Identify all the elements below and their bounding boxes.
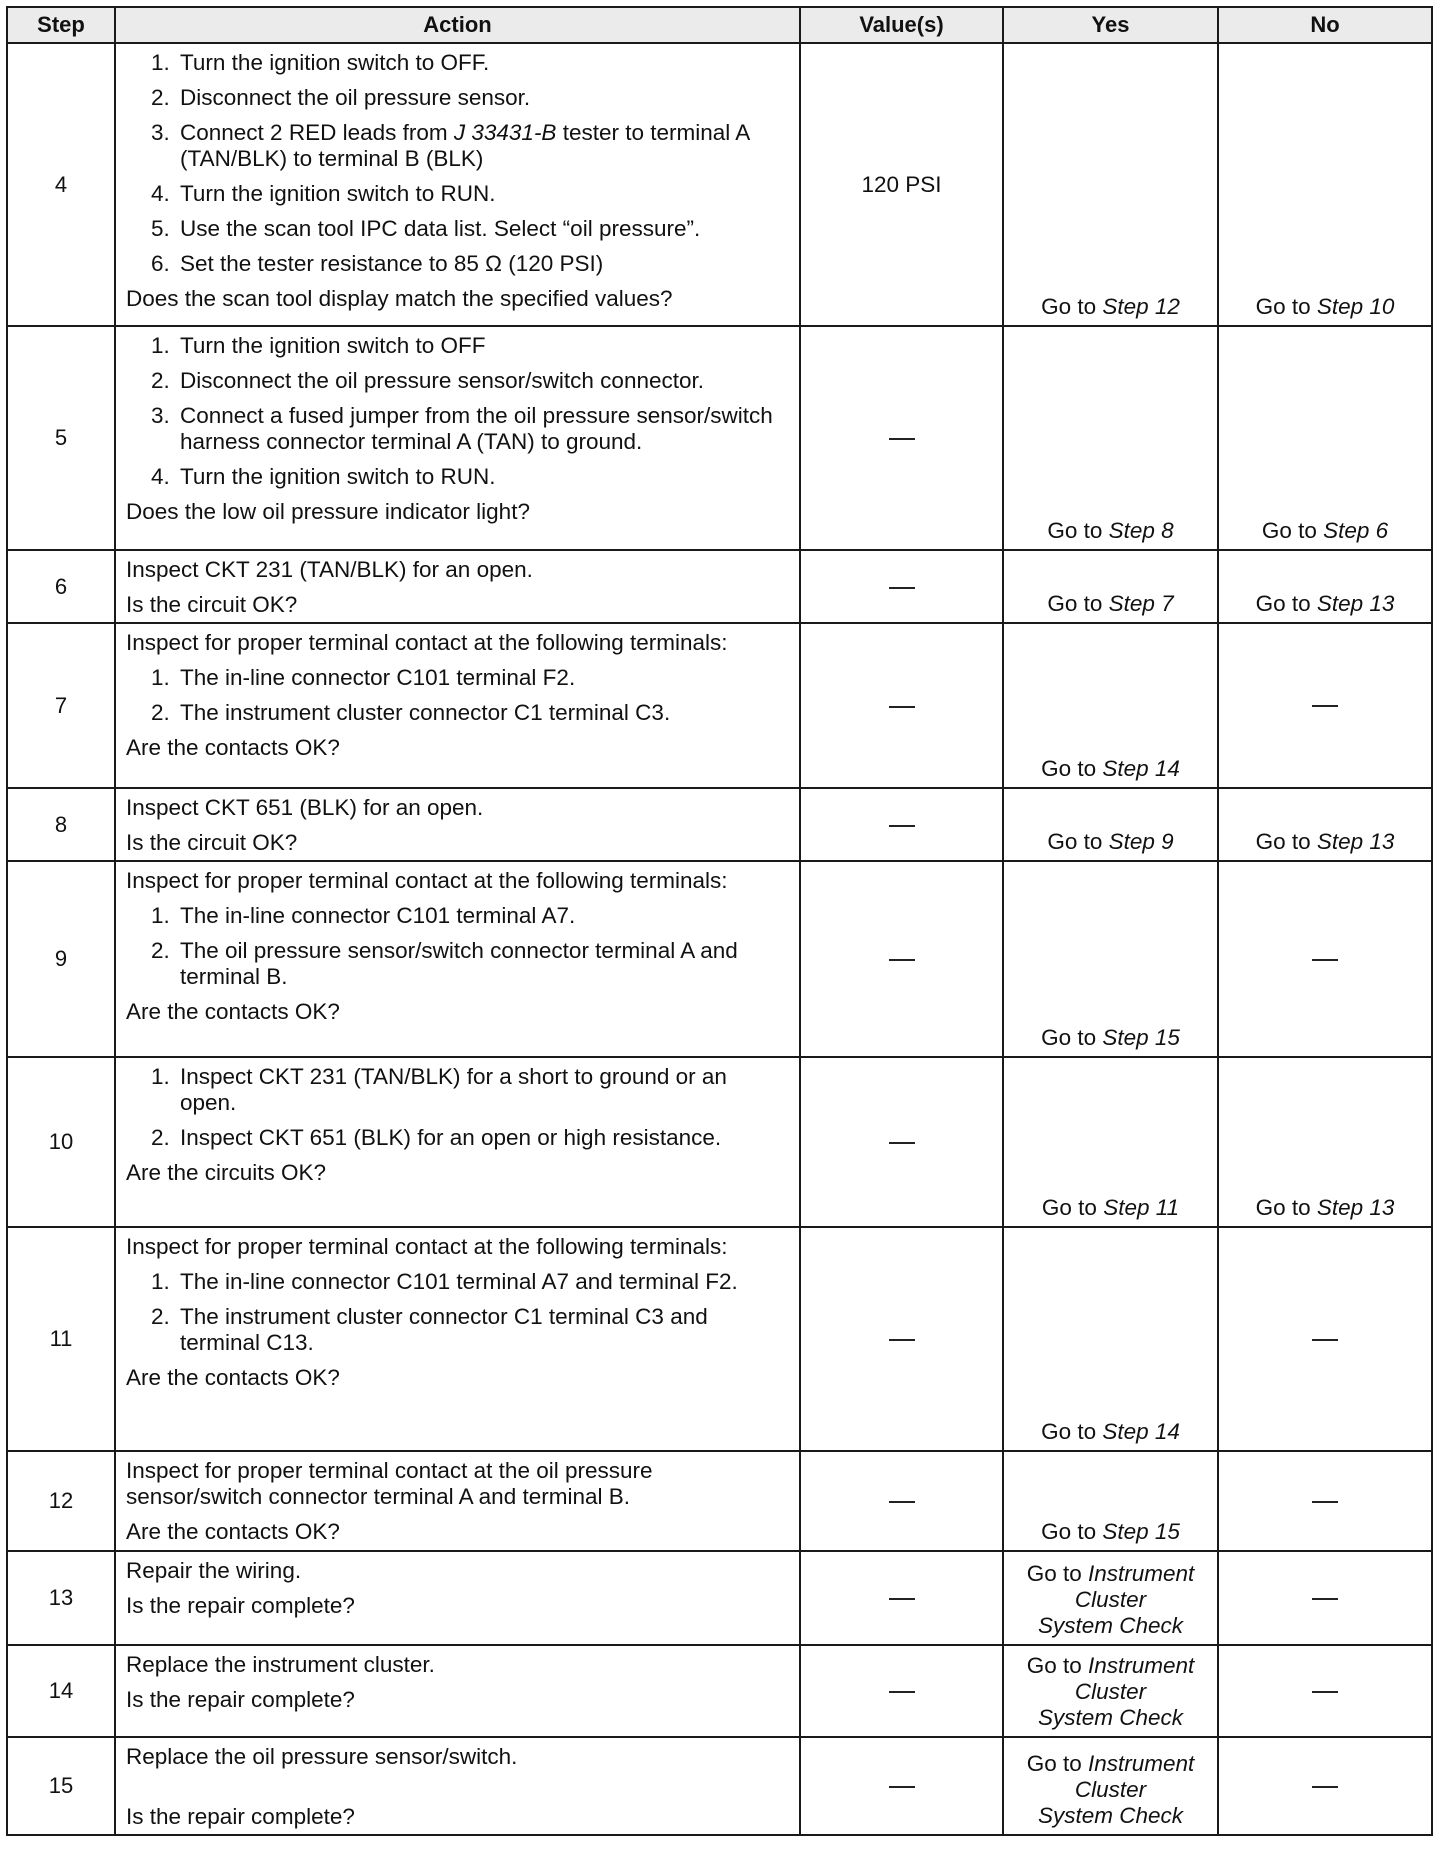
dash-mark: [1312, 1786, 1338, 1788]
no-cell: Go to Step 13: [1218, 550, 1432, 623]
action-question: Are the contacts OK?: [126, 1365, 340, 1390]
step-number: 12: [7, 1451, 115, 1551]
action-line: Replace the instrument cluster.: [126, 1652, 435, 1677]
action-step: 6. Set the tester resistance to 85 Ω (120 PSI): [176, 251, 789, 277]
table-row: [7, 1057, 1432, 1227]
table-row: [7, 1645, 1432, 1737]
action-step: 2. The instrument cluster connector C1 terminal C3 and terminal C13.: [176, 1304, 789, 1356]
action-question: Is the repair complete?: [126, 1593, 355, 1618]
value-cell: [800, 861, 1003, 1057]
header-row: [7, 7, 1432, 43]
table-row: [7, 43, 1432, 326]
dash-mark: [889, 587, 915, 589]
dash-mark: [889, 1786, 915, 1788]
dash-mark: [1312, 1339, 1338, 1341]
action-line: Inspect CKT 651 (BLK) for an open.: [126, 795, 484, 820]
action-step: 5. Use the scan tool IPC data list. Select “oil pressure”.: [176, 216, 789, 242]
action-question: Are the contacts OK?: [126, 999, 340, 1024]
yes-target: Step 11: [1103, 1195, 1180, 1220]
action-step: 1. Turn the ignition switch to OFF.: [176, 50, 789, 76]
step-number: 11: [7, 1227, 115, 1451]
action-cell: [115, 1737, 800, 1835]
yes-target: Step 8: [1108, 518, 1174, 543]
action-line: Inspect for proper terminal contact at the oil pressure sensor/switch connector terminal A and terminal B.: [126, 1458, 653, 1509]
yes-target: Step 12: [1102, 294, 1180, 319]
no-cell: Go to Step 13: [1218, 788, 1432, 861]
action-cell: [115, 1551, 800, 1645]
table-row: [7, 1227, 1432, 1451]
table-row: [7, 788, 1432, 861]
no-cell: [1218, 1551, 1432, 1645]
action-cell: [115, 1645, 800, 1737]
step-number: 13: [7, 1551, 115, 1645]
action-step: 2. Disconnect the oil pressure sensor/switch connector.: [176, 368, 789, 394]
dash-mark: [889, 1598, 915, 1600]
no-cell: [1218, 861, 1432, 1057]
action-cell: [115, 550, 800, 623]
no-target: Step 13: [1316, 829, 1395, 854]
header-yes: Yes: [1003, 7, 1218, 43]
yes-target: Step 14: [1102, 756, 1180, 781]
value-cell: [800, 1551, 1003, 1645]
action-question: Is the circuit OK?: [126, 592, 298, 617]
value-cell: [800, 326, 1003, 550]
action-question: Are the contacts OK?: [126, 1519, 340, 1544]
step-number: 9: [7, 861, 115, 1057]
action-line: Inspect for proper terminal contact at the following terminals:: [126, 630, 728, 655]
action-step: 2. The oil pressure sensor/switch connector terminal A and terminal B.: [176, 938, 789, 990]
yes-cell: Go to Step 9: [1003, 788, 1218, 861]
dash-mark: [1312, 1598, 1338, 1600]
no-target: Step 13: [1316, 591, 1395, 616]
yes-cell: Go to Step 12: [1003, 43, 1218, 326]
step-number: 4: [7, 43, 115, 326]
yes-cell: Go to Instrument Cluster System Check: [1003, 1645, 1218, 1737]
no-cell: Go to Step 10: [1218, 43, 1432, 326]
dash-mark: [1312, 959, 1338, 961]
no-target: Step 6: [1323, 518, 1389, 543]
yes-cell: Go to Instrument Cluster System Check: [1003, 1737, 1218, 1835]
step-number: 10: [7, 1057, 115, 1227]
no-cell: [1218, 1737, 1432, 1835]
action-line: Inspect CKT 231 (TAN/BLK) for an open.: [126, 557, 533, 582]
step-number: 7: [7, 623, 115, 788]
step-number: 5: [7, 326, 115, 550]
dash-mark: [889, 1691, 915, 1693]
header-values: Value(s): [800, 7, 1003, 43]
yes-cell: Go to Step 15: [1003, 861, 1218, 1057]
step-number: 14: [7, 1645, 115, 1737]
yes-cell: Go to Instrument Cluster System Check: [1003, 1551, 1218, 1645]
action-cell: [115, 1227, 800, 1451]
no-cell: Go to Step 13: [1218, 1057, 1432, 1227]
action-step: 1. The in-line connector C101 terminal A7 and terminal F2.: [176, 1269, 789, 1295]
dash-mark: [889, 825, 915, 827]
table-row: [7, 1451, 1432, 1551]
header-step: Step: [7, 7, 115, 43]
diagnostic-table: [6, 6, 1433, 1836]
no-cell: [1218, 1645, 1432, 1737]
action-step: 1. The in-line connector C101 terminal A7.: [176, 903, 789, 929]
dash-mark: [889, 1339, 915, 1341]
action-question: Is the circuit OK?: [126, 830, 298, 855]
table-row: [7, 550, 1432, 623]
yes-target: Step 15: [1102, 1519, 1180, 1544]
action-question: Does the low oil pressure indicator light?: [126, 499, 530, 524]
dash-mark: [1312, 1691, 1338, 1693]
table-row: [7, 1737, 1432, 1835]
action-question: Is the repair complete?: [126, 1687, 355, 1712]
action-step: 1. Turn the ignition switch to OFF: [176, 333, 789, 359]
value-cell: [800, 1737, 1003, 1835]
action-step: 3. Connect 2 RED leads from J 33431-B tester to terminal A (TAN/BLK) to terminal B (BLK): [176, 120, 789, 172]
dash-mark: [1312, 705, 1338, 707]
action-cell: [115, 1451, 800, 1551]
value-cell: [800, 623, 1003, 788]
table-row: [7, 1551, 1432, 1645]
action-cell: [115, 43, 800, 326]
action-step: 3. Connect a fused jumper from the oil pressure sensor/switch harness connector terminal A (TAN) to ground.: [176, 403, 789, 455]
table-row: [7, 326, 1432, 550]
yes-cell: Go to Step 8: [1003, 326, 1218, 550]
value-cell: [800, 550, 1003, 623]
dash-mark: [1312, 1501, 1338, 1503]
step-number: 8: [7, 788, 115, 861]
value-cell: [800, 1227, 1003, 1451]
action-cell: [115, 326, 800, 550]
yes-cell: Go to Step 15: [1003, 1451, 1218, 1551]
value-cell: [800, 1451, 1003, 1551]
value-cell: [800, 1057, 1003, 1227]
action-cell: [115, 788, 800, 861]
tester-ref: J 33431-B: [453, 120, 557, 145]
yes-target: Step 7: [1108, 591, 1174, 616]
yes-target: Step 15: [1102, 1025, 1180, 1050]
dash-mark: [889, 706, 915, 708]
action-cell: [115, 623, 800, 788]
no-cell: [1218, 623, 1432, 788]
action-question: Does the scan tool display match the specified values?: [126, 286, 673, 311]
action-step: 2. Inspect CKT 651 (BLK) for an open or high resistance.: [176, 1125, 789, 1151]
no-cell: [1218, 1451, 1432, 1551]
yes-target: Step 9: [1108, 829, 1174, 854]
no-target: Step 10: [1316, 294, 1395, 319]
dash-mark: [889, 1501, 915, 1503]
action-cell: [115, 861, 800, 1057]
no-cell: [1218, 1227, 1432, 1451]
header-action: Action: [115, 7, 800, 43]
value-cell: 120 PSI: [800, 43, 1003, 326]
action-question: Is the repair complete?: [126, 1804, 355, 1829]
no-target: Step 13: [1316, 1195, 1395, 1220]
step-number: 15: [7, 1737, 115, 1835]
action-step: 2. Disconnect the oil pressure sensor.: [176, 85, 789, 111]
action-question: Are the circuits OK?: [126, 1160, 327, 1185]
yes-cell: Go to Step 14: [1003, 623, 1218, 788]
value-cell: [800, 1645, 1003, 1737]
action-cell: [115, 1057, 800, 1227]
action-line: Repair the wiring.: [126, 1558, 302, 1583]
dash-mark: [889, 1142, 915, 1144]
dash-mark: [889, 438, 915, 440]
no-cell: Go to Step 6: [1218, 326, 1432, 550]
yes-cell: Go to Step 11: [1003, 1057, 1218, 1227]
action-line: Inspect for proper terminal contact at the following terminals:: [126, 1234, 728, 1259]
action-step: 1. The in-line connector C101 terminal F2.: [176, 665, 789, 691]
action-question: Are the contacts OK?: [126, 735, 340, 760]
header-no: No: [1218, 7, 1432, 43]
table-row: [7, 861, 1432, 1057]
action-line: Replace the oil pressure sensor/switch.: [126, 1744, 518, 1769]
action-step: 2. The instrument cluster connector C1 terminal C3.: [176, 700, 789, 726]
step-number: 6: [7, 550, 115, 623]
action-step: 1. Inspect CKT 231 (TAN/BLK) for a short to ground or an open.: [176, 1064, 789, 1116]
yes-cell: Go to Step 7: [1003, 550, 1218, 623]
action-step: 4. Turn the ignition switch to RUN.: [176, 181, 789, 207]
value-cell: [800, 788, 1003, 861]
yes-cell: Go to Step 14: [1003, 1227, 1218, 1451]
action-step: 4. Turn the ignition switch to RUN.: [176, 464, 789, 490]
dash-mark: [889, 959, 915, 961]
table-row: [7, 623, 1432, 788]
action-line: Inspect for proper terminal contact at the following terminals:: [126, 868, 728, 893]
yes-target: Step 14: [1102, 1419, 1180, 1444]
